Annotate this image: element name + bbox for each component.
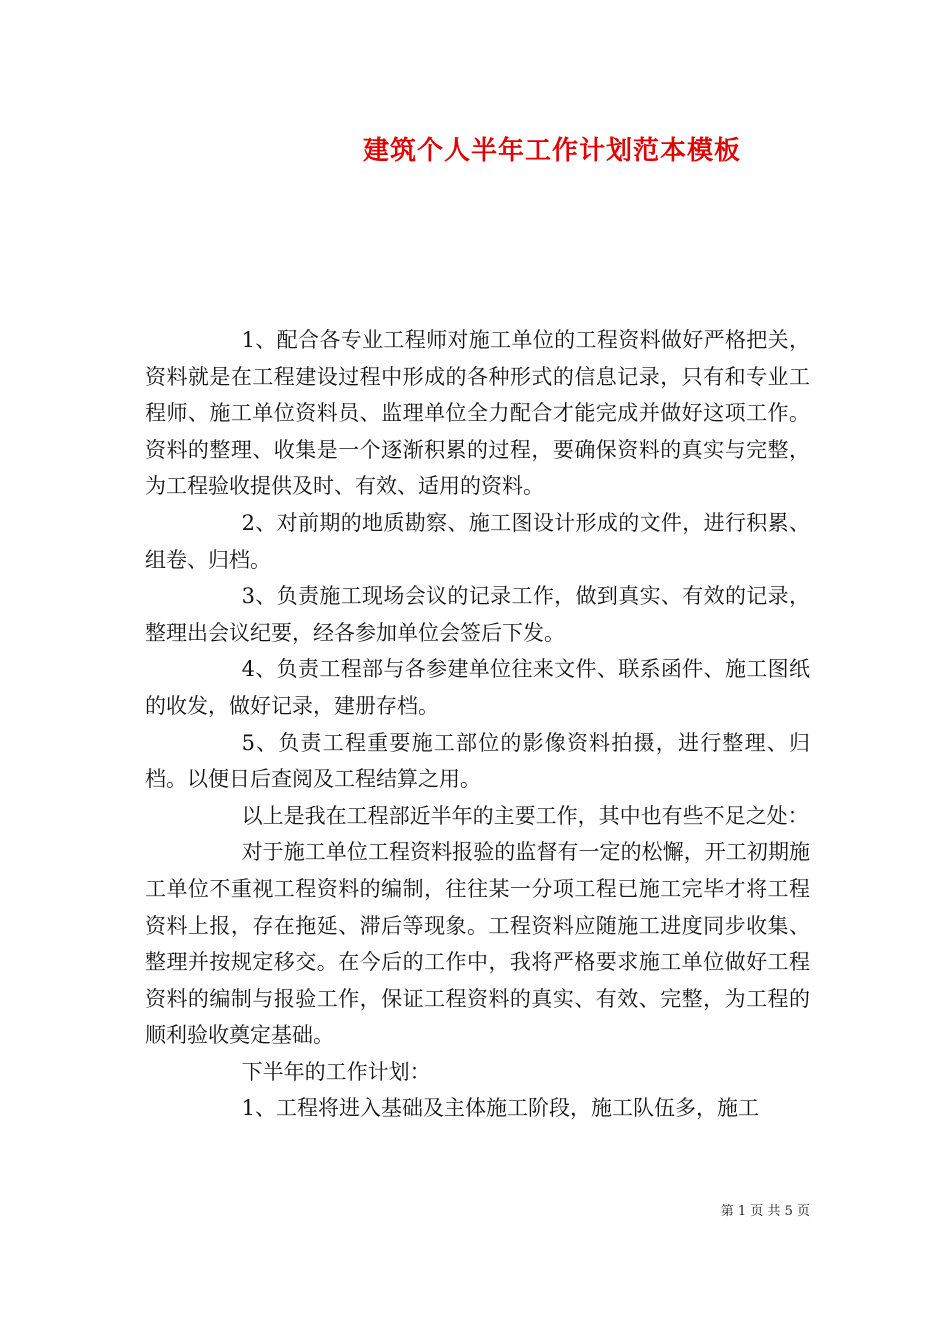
paragraph-5: 5、负责工程重要施工部位的影像资料拍摄，进行整理、归档。以便日后查阅及工程结算之用。 [145,730,810,792]
paragraph-3: 3、负责施工现场会议的记录工作，做到真实、有效的记录，整理出会议纪要，经各参加单位会签后下发。 [145,584,810,645]
paragraph-plan-1: 1、工程将进入基础及主体施工阶段，施工队伍多，施工 [241,1096,759,1121]
paragraph-plan-heading: 下半年的工作计划： [241,1059,431,1084]
document-body [145,322,810,1127]
page-number-footer: 第 1 页 共 5 页 [720,1204,810,1219]
paragraph-1: 1、配合各专业工程师对施工单位的工程资料做好严格把关，资料就是在工程建设过程中形成的各种形式的信息记录，只有和专业工程师、施工单位资料员、监理单位全力配合才能完成并做好这项工作。资料的整理、收集是一个逐渐积累的过程，要确保资料的真实与完整，为工程验收提供及时、有效、适用的资料。 [145,328,810,499]
paragraph-summary: 以上是我在工程部近半年的主要工作，其中也有些不足之处： [241,803,809,828]
document-title: 建筑个人半年工作计划范本模板 [362,136,741,166]
paragraph-2: 2、对前期的地质勘察、施工图设计形成的文件，进行积累、组卷、归档。 [145,510,810,572]
paragraph-shortcomings: 对于施工单位工程资料报验的监督有一定的松懈，开工初期施工单位不重视工程资料的编制，往往某一分项工程已施工完毕才将工程资料上报，存在拖延、滞后等现象。工程资料应随施工进度同步收集、整理并按规定移交。在今后的工作中，我将严格要求施工单位做好工程资料的编制与报验工作，保证工程资料的真实、有效、完整，为工程的顺利验收奠定基础。 [145,840,810,1048]
paragraph-4: 4、负责工程部与各参建单位往来文件、联系函件、施工图纸的收发，做好记录，建册存档。 [145,657,810,718]
